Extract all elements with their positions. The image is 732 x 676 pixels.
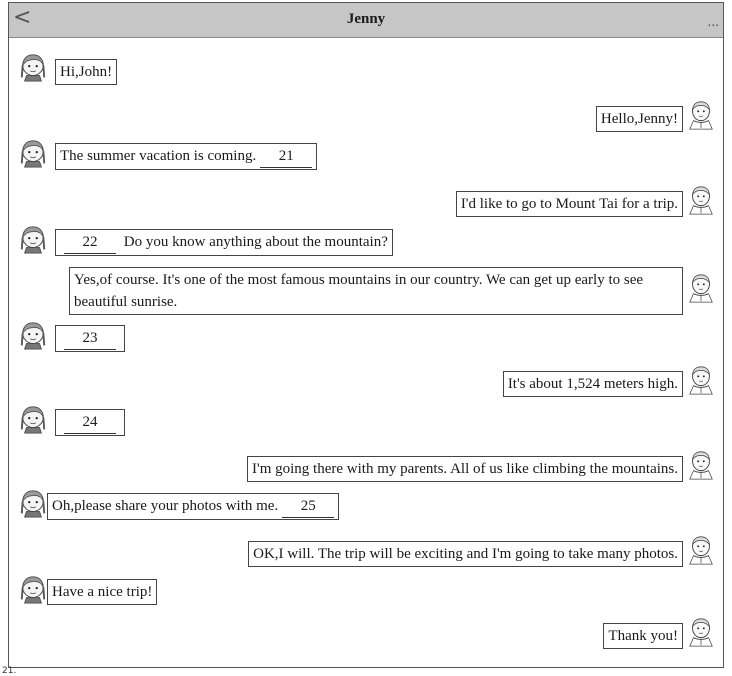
message-bubble: 22 Do you know anything about the mountain? (55, 229, 393, 256)
john-avatar-icon (687, 450, 715, 480)
jenny-avatar-icon (19, 575, 47, 605)
jenny-avatar-icon (19, 53, 47, 83)
jenny-avatar-icon (19, 405, 47, 435)
more-options-icon[interactable]: ... (707, 15, 719, 29)
message-bubble: It's about 1,524 meters high. (503, 371, 683, 397)
message-bubble: Hello,Jenny! (596, 106, 683, 132)
message-bubble: Oh,please share your photos with me. 25 (47, 493, 339, 520)
message-bubble (55, 325, 125, 352)
message-bubble: I'm going there with my parents. All of us like climbing the mountains. (247, 456, 683, 482)
jenny-avatar-icon (19, 139, 47, 169)
question-number: 21. (2, 666, 17, 676)
john-avatar-icon (687, 535, 715, 565)
chat-header (9, 3, 723, 38)
message-bubble: Have a nice trip! (47, 579, 157, 605)
message-bubble: Hi,John! (55, 59, 117, 85)
message-bubble: The summer vacation is coming. 21 (55, 143, 317, 170)
john-avatar-icon (687, 365, 715, 395)
message-bubble: Yes,of course. It's one of the most famous mountains in our country. We can get up early to see beautiful sunrise. (69, 267, 683, 315)
jenny-avatar-icon (19, 225, 47, 255)
john-avatar-icon (687, 100, 715, 130)
message-bubble (55, 409, 125, 436)
jenny-avatar-icon (19, 321, 47, 351)
john-avatar-icon (687, 273, 715, 303)
john-avatar-icon (687, 617, 715, 647)
chat-title: Jenny (346, 11, 386, 27)
answer-blank: 21 (260, 145, 312, 168)
answer-blank: 23 (64, 327, 116, 350)
answer-blank: 22 (64, 231, 116, 254)
chevron-left-icon[interactable]: < (13, 5, 32, 30)
answer-blank: 25 (282, 495, 334, 518)
answer-blank: 24 (64, 411, 116, 434)
john-avatar-icon (687, 185, 715, 215)
message-bubble: OK,I will. The trip will be exciting and I'm going to take many photos. (248, 541, 683, 567)
jenny-avatar-icon (19, 489, 47, 519)
chat-window (8, 2, 724, 668)
message-bubble: Thank you! (603, 623, 683, 649)
message-bubble: I'd like to go to Mount Tai for a trip. (456, 191, 683, 217)
